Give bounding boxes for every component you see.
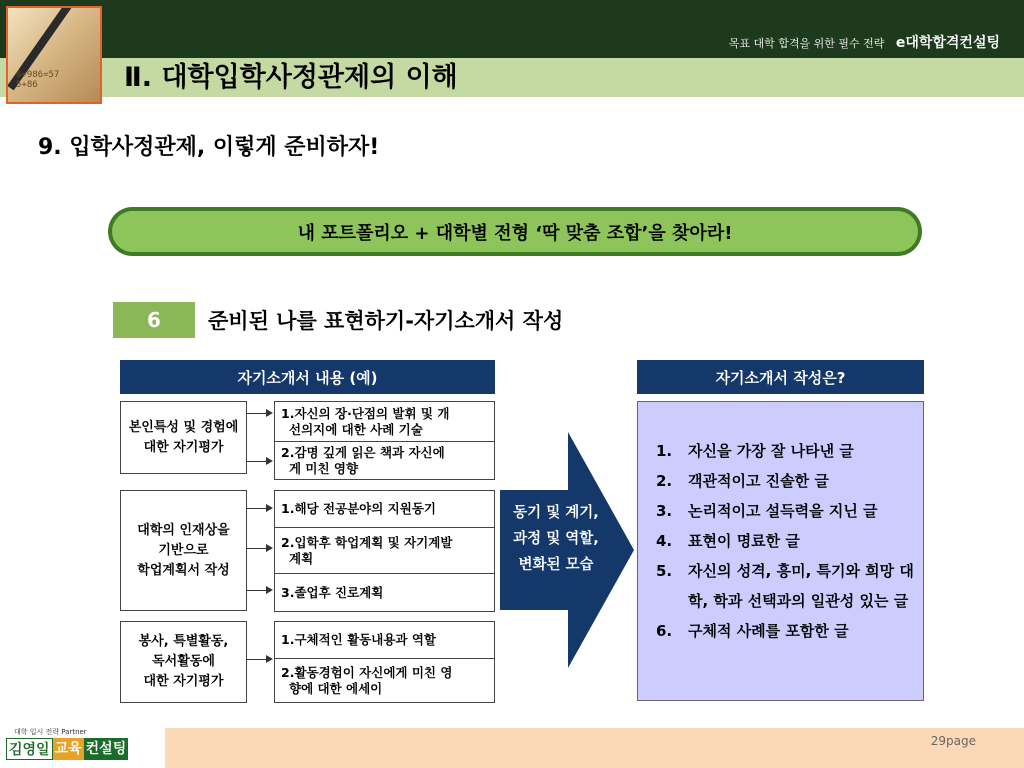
content-group-study-plan — [274, 490, 495, 612]
connector-line — [247, 659, 267, 660]
step-number-badge: 6 — [113, 302, 195, 338]
arrow-text: 동기 및 계기, 과정 및 역할, 변화된 모습 — [513, 505, 599, 573]
right-panel-header: 자기소개서 작성은? — [637, 360, 924, 394]
arrow-right-icon — [266, 655, 273, 663]
tip-item: 5. 자신의 성격, 흥미, 특기와 희망 대학, 학과 선택과의 일관성 있는 글 — [656, 562, 914, 610]
arrow-right-icon — [266, 504, 273, 512]
content-item: 2.입학후 학업계획 및 자기계발 계획 — [275, 527, 494, 573]
arrow-right-icon — [266, 409, 273, 417]
content-item: 1.구체적인 활동내용과 역할 — [281, 632, 436, 647]
content-group-activities — [274, 621, 495, 703]
category-box-study-plan: 대학의 인재상을 기반으로 학업계획서 작성 — [120, 490, 247, 611]
content-item: 3.졸업후 진로계획 — [275, 573, 494, 611]
tip-item: 3. 논리적이고 설득력을 지닌 글 — [656, 502, 878, 520]
logo-tagline: 대학 입시 전략 Partner — [14, 728, 87, 736]
content-item: 1.자신의 장·단점의 발휘 및 개 선의지에 대한 사례 기술 — [281, 405, 450, 437]
tip-item: 1. 자신을 가장 잘 나타낸 글 — [656, 442, 854, 460]
section-heading: 9. 입학사정관제, 이렇게 준비하자! — [38, 135, 380, 160]
banner-text: 내 포트폴리오 + 대학별 전형 ‘딱 맞춤 조합’을 찾아라! — [112, 211, 918, 252]
connector-line — [247, 461, 267, 462]
connector-line — [247, 413, 267, 414]
header-brand: e대학합격컨설팅 — [895, 35, 1000, 51]
arrow-right-icon — [266, 457, 273, 465]
header-tagline — [729, 32, 1000, 52]
tip-item: 6. 구체적 사례를 포함한 글 — [656, 622, 849, 640]
tip-item: 4. 표현이 명료한 글 — [656, 532, 800, 550]
logo-part: 김영일 — [6, 738, 53, 760]
content-item: 1.해당 전공분야의 지원동기 — [281, 501, 436, 516]
connector-line — [247, 508, 267, 509]
page-title: Ⅱ. 대학입학사정관제의 이해 — [124, 62, 458, 93]
page-number: 29page — [930, 734, 976, 748]
category-box-activities: 봉사, 특별활동, 독서활동에 대한 자기평가 — [120, 621, 247, 703]
tips-panel — [637, 401, 924, 701]
company-logo — [0, 724, 165, 768]
thumbnail-numbers: 6+986=57 5+86 — [16, 70, 60, 90]
header-slogan: 목표 대학 합격을 위한 필수 전략 — [728, 37, 885, 50]
slogan-banner — [108, 207, 922, 256]
content-item: 2.활동경험이 자신에게 미친 영 향에 대한 에세이 — [275, 658, 494, 702]
content-item: 2.감명 깊게 읽은 책과 자신에 게 미친 영향 — [275, 441, 494, 479]
content-group-self-evaluation — [274, 401, 495, 480]
left-panel-header: 자기소개서 내용 (예) — [120, 360, 495, 394]
connector-line — [247, 590, 267, 591]
tip-item: 2. 객관적이고 진솔한 글 — [656, 472, 829, 490]
pen-and-paper-image — [6, 6, 102, 104]
arrow-right-icon — [266, 586, 273, 594]
logo-part: 교육 — [53, 738, 84, 760]
arrow-right-icon — [266, 544, 273, 552]
category-box-self-evaluation: 본인특성 및 경험에 대한 자기평가 — [120, 401, 247, 474]
connector-line — [247, 548, 267, 549]
logo-part: 컨설팅 — [84, 738, 129, 760]
logo-wordmark — [6, 738, 128, 760]
step-title: 준비된 나를 표현하기-자기소개서 작성 — [208, 309, 564, 333]
